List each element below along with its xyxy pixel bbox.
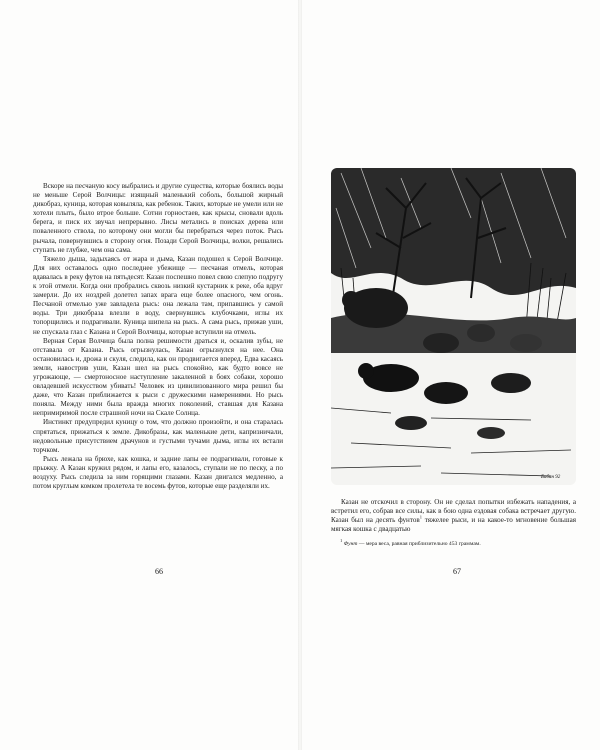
paragraph: Вскоре на песчаную косу выбрались и другие существа, которые боялись воды не меньше Серой Волчицы: изящный маленький соболь, большой жирный дикобраз, куница, которая ковыляла, как ребенок. Таких, которые не умели или не хотели плыть, было втрое больше. Сотни горностаев, как крысы, сновали вдоль берега, и писк их звучал непрерывно. Лисы метались в поисках дерева или поваленного ствола, по которому они могли бы перебраться через поток. Рысь рычала, повернувшись в сторону огня. Позади Серой Волчицы, волки, решались ступать не глубже, чем она сама. (33, 182, 283, 254)
artist-signature: Бабин 92 (541, 475, 561, 480)
page-number-left: 66 (155, 567, 163, 576)
paragraph: Инстинкт предупредил куницу о том, что должно произойти, и она старалась спрятаться, прижаться к земле. Дикобразы, как маленькие дети, капризничали, недовольные присутствием драчунов и густыми тучами дыма, иглы их встали торчком. (33, 418, 283, 454)
text-before-footnote: Казан не отскочил в сторону. Он не сделал попытки избежать нападения, а встретил его, собрав все силы, как в бою одна ездовая собака встречает другую. Казан был на десять фунтов (331, 498, 576, 525)
paragraph: Верная Серая Волчица была полна решимости драться и, оскалив зубы, не отставала от Казана. Рысь огрызнулась, Казан огрызнулся на нее. Она остановилась и, дрожа и скуля, следила, как он продвигается вперед. Едва касаясь земли, навострив уши, Казан шел на рысь спокойно, как будто вовсе не угрожающе, — смертоносное наступление закаленной в боях собаки, хорошо овладевшей искусством убивать! Человек из цивилизованного мира решил бы даже, что Казан приближается к рыси с дружескими намерениями. Но рысь поняла. Между ними была вражда многих поколений, ставшая для Казана непримиримой после страшной ночи на Скале Солнца. (33, 336, 283, 418)
footnote-number: 1 (340, 538, 343, 544)
paragraph: Тяжело дыша, задыхаясь от жара и дыма, Казан подошел к Серой Волчице. Для них оставалось одно последнее убежище — песчаная отмель, которая вдавалась в реку футов на пятьдесят. Казан поспешно повел свою слепую подругу к этой отмели. Когда они пробрались сквозь низкий кустарник к реке, оба вдруг замерли. До их ноздрей долетел запах врага еще более опасного, чем огонь. Песчаной отмелью уже завладела рысь: она лежала там, припавшись у самой воды. Три дикобраза влезли в воду, свернувшись клубочками, иглы их топорщились и подрагивали. Куница шипела на рысь. А сама рысь, прижав уши, не спускала глаз с Казана и Серой Волчицы, которые вступили на отмель. (33, 254, 283, 336)
text-after-footnote: тяжелее рыси, и на какое-то мгновение большая мягкая кошка с двадцатью (331, 516, 577, 534)
paragraph: Рысь лежала на брюхе, как кошка, и задние лапы ее подрагивали, готовые к прыжку. А Казан кружил рядом, и лапы его, казалось, ступали не по песку, а по воздуху. Рысь следила за ним горящими глазами. Казан двигался медленно, а потом круглым комком пролетела те восемь футов, которые еще разделяли их. (33, 454, 283, 491)
footnote-marker[interactable]: 1 (419, 514, 422, 520)
footnote (340, 538, 576, 548)
paragraph (331, 498, 576, 534)
left-page-text (33, 182, 283, 491)
right-page-text (331, 498, 576, 534)
page-number-right: 67 (453, 567, 461, 576)
book-gutter (298, 0, 302, 750)
illustration (331, 168, 576, 485)
forest-fire-animals-illustration (331, 168, 576, 485)
footnote-text: — мера веса, равная приблизительно 453 граммам. (357, 541, 481, 547)
footnote-term: Фунт (343, 541, 358, 547)
